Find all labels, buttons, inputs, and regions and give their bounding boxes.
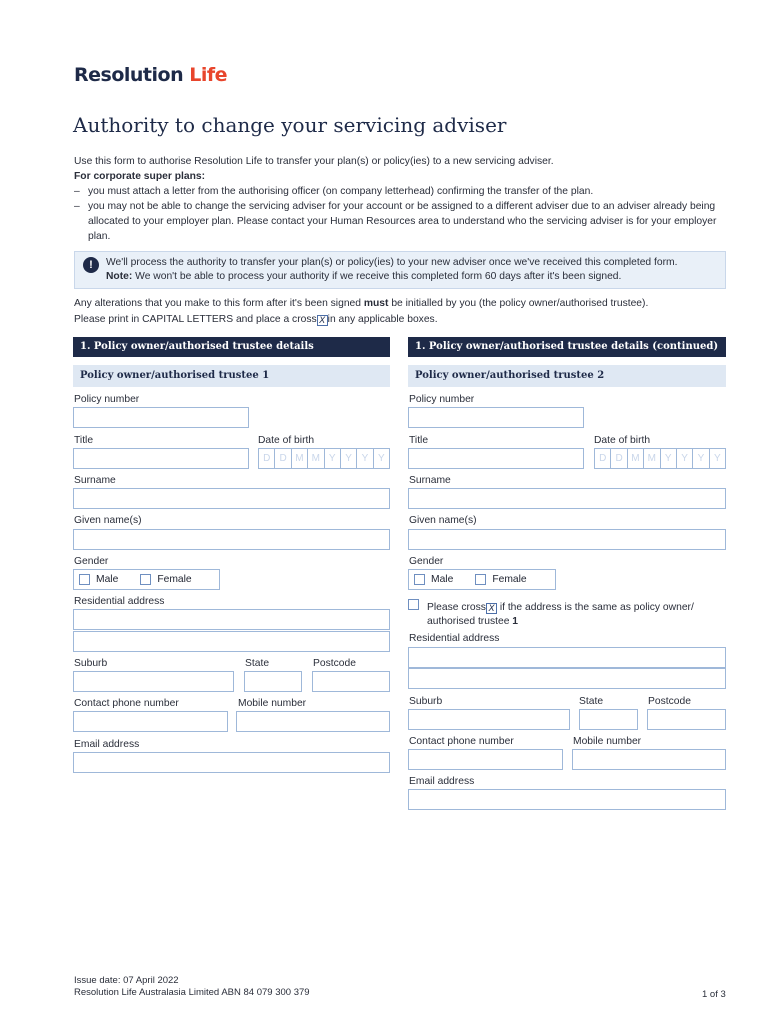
male-checkbox[interactable] (79, 574, 90, 585)
section-header-right: 1. Policy owner/authorised trustee details (continued) (408, 337, 726, 357)
label-suburb: Suburb (74, 658, 108, 669)
address-line2-field-1[interactable] (73, 631, 390, 652)
label-surname: Surname (409, 475, 451, 486)
address-line1-field-2[interactable] (408, 647, 726, 668)
corporate-heading: For corporate super plans: (74, 171, 206, 182)
same-address-text: Please cross X if the address is the same as policy owner/ authorised trustee 1 (427, 602, 694, 627)
gender-male-option[interactable]: Male (79, 574, 118, 585)
male-checkbox[interactable] (414, 574, 425, 585)
gender-female-option[interactable]: Female (140, 574, 191, 585)
label-title: Title (409, 435, 429, 446)
surname-field-1[interactable] (73, 488, 390, 509)
address-line2-field-2[interactable] (408, 668, 726, 689)
label-state: State (579, 696, 604, 707)
label-residential-address: Residential address (74, 596, 165, 607)
label-given-names: Given name(s) (409, 515, 477, 526)
label-title: Title (74, 435, 94, 446)
gender-field-1 (73, 569, 220, 590)
cross-example-icon: X (486, 603, 497, 614)
state-field-1[interactable] (244, 671, 302, 692)
gender-female-option[interactable]: Female (475, 574, 526, 585)
subsection-header-left: Policy owner/authorised trustee 1 (73, 365, 390, 387)
postcode-field-1[interactable] (312, 671, 390, 692)
label-mobile: Mobile number (573, 736, 642, 747)
section-header-left: 1. Policy owner/authorised trustee details (73, 337, 390, 357)
brand-name-part2: Life (189, 64, 227, 86)
cross-example-icon: X (317, 315, 328, 326)
bullet-item: – you must attach a letter from the authorising officer (on company letterhead) confirming the transfer of the plan. (74, 186, 594, 197)
label-email: Email address (409, 776, 475, 787)
intro-text (74, 154, 734, 244)
contact-phone-field-1[interactable] (73, 711, 228, 732)
dob-field-2[interactable]: D D M M Y Y Y Y (594, 448, 726, 469)
dob-field-1[interactable]: D D M M Y Y Y Y (258, 448, 390, 469)
policy-number-field-1[interactable] (73, 407, 249, 428)
intro-line: Use this form to authorise Resolution Life to transfer your plan(s) or policy(ies) to a new servicing adviser. (74, 156, 554, 167)
surname-field-2[interactable] (408, 488, 726, 509)
label-contact-phone: Contact phone number (409, 736, 514, 747)
label-policy-number: Policy number (409, 394, 475, 405)
footer (74, 975, 310, 999)
email-field-1[interactable] (73, 752, 390, 773)
alterations-text: Any alterations that you make to this form after it's been signed must be initialled by you (the policy owner/authorised trustee). Please print in CAPITAL LETTERS and place a cross X in any applicable boxes. (74, 298, 649, 325)
title-field-2[interactable] (408, 448, 584, 469)
label-state: State (245, 658, 270, 669)
label-dob: Date of birth (258, 435, 315, 446)
email-field-2[interactable] (408, 789, 726, 810)
brand-logo (74, 64, 227, 86)
state-field-2[interactable] (579, 709, 638, 730)
gender-male-option[interactable]: Male (414, 574, 453, 585)
policy-number-field-2[interactable] (408, 407, 584, 428)
given-names-field-2[interactable] (408, 529, 726, 550)
label-given-names: Given name(s) (74, 515, 142, 526)
label-residential-address: Residential address (409, 633, 500, 644)
address-line1-field-1[interactable] (73, 609, 390, 630)
company-info: Resolution Life Australasia Limited ABN 84 079 300 379 (74, 987, 310, 998)
notice-box (74, 251, 726, 289)
notice-text: We'll process the authority to transfer your plan(s) or policy(ies) to your new adviser once we've received this completed form. Note: We won't be able to process your authority if we receive this completed form 60 days after it's been signed. (106, 257, 678, 282)
brand-name-part1: Resolution (74, 64, 190, 86)
page-number: 1 of 3 (702, 989, 726, 1000)
exclamation-icon: ! (83, 257, 99, 273)
mobile-field-1[interactable] (236, 711, 390, 732)
label-policy-number: Policy number (74, 394, 140, 405)
postcode-field-2[interactable] (647, 709, 726, 730)
mobile-field-2[interactable] (572, 749, 726, 770)
female-checkbox[interactable] (475, 574, 486, 585)
issue-date: Issue date: 07 April 2022 (74, 975, 179, 986)
page-title: Authority to change your servicing adviser (73, 113, 507, 137)
label-dob: Date of birth (594, 435, 651, 446)
gender-field-2 (408, 569, 556, 590)
label-contact-phone: Contact phone number (74, 698, 179, 709)
label-surname: Surname (74, 475, 116, 486)
label-postcode: Postcode (313, 658, 356, 669)
given-names-field-1[interactable] (73, 529, 390, 550)
same-address-checkbox[interactable] (408, 599, 419, 613)
subsection-header-right: Policy owner/authorised trustee 2 (408, 365, 726, 387)
contact-phone-field-2[interactable] (408, 749, 563, 770)
suburb-field-2[interactable] (408, 709, 570, 730)
female-checkbox[interactable] (140, 574, 151, 585)
label-gender: Gender (409, 556, 444, 567)
label-postcode: Postcode (648, 696, 691, 707)
label-mobile: Mobile number (238, 698, 307, 709)
suburb-field-1[interactable] (73, 671, 234, 692)
bullet-item: – you may not be able to change the servicing adviser for your account or be assigned to a different adviser due to an adviser already being allocated to your employer plan. Please contact your Human Resources area to understand who the servicing adviser is for your employer plan. (74, 201, 717, 242)
label-gender: Gender (74, 556, 109, 567)
label-suburb: Suburb (409, 696, 443, 707)
label-email: Email address (74, 739, 140, 750)
title-field-1[interactable] (73, 448, 249, 469)
